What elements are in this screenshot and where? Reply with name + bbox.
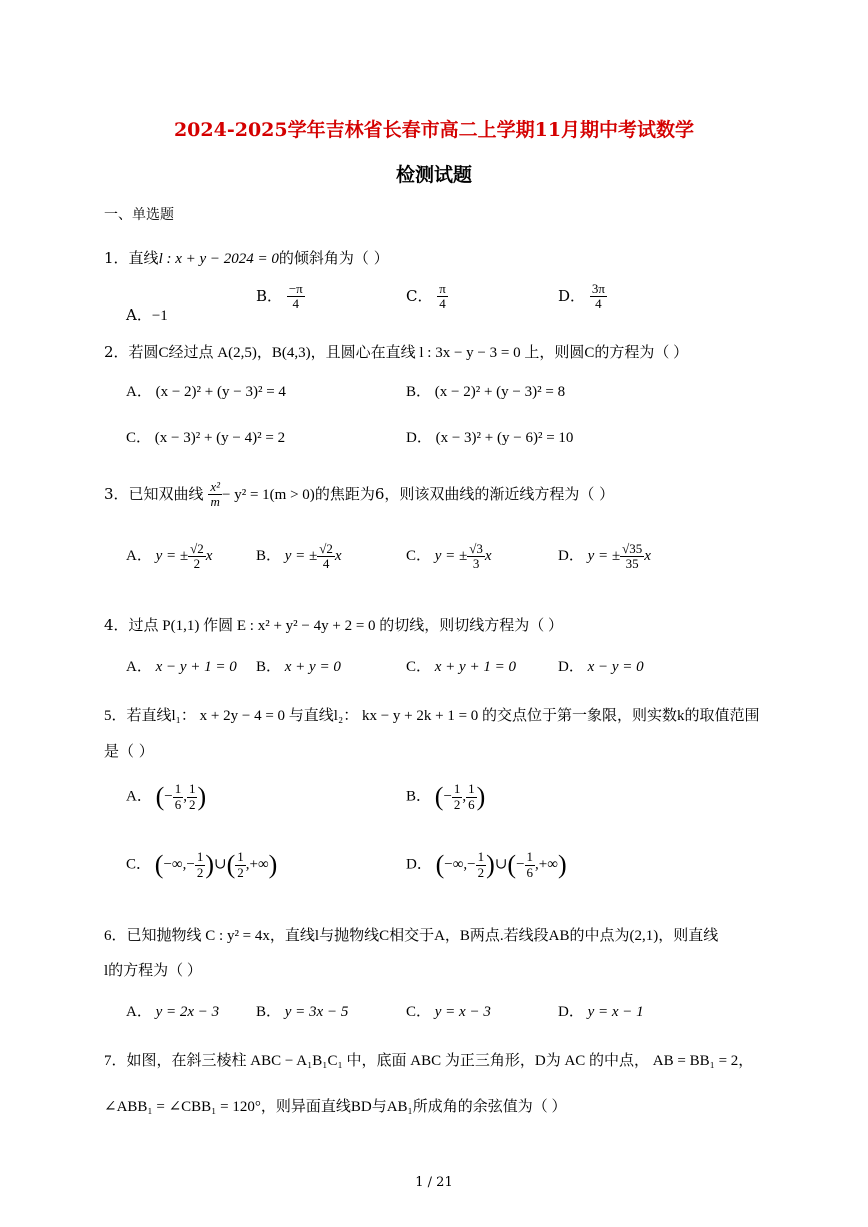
q4-option-c[interactable]: C． x + y + 1 = 0 [406, 659, 516, 675]
q1-option-c[interactable] [406, 282, 448, 312]
section-heading: 一、单选题 [104, 207, 174, 223]
question-number: 1． [104, 249, 129, 267]
q4-option-d[interactable]: D． x − y = 0 [558, 659, 644, 675]
q3-option-b[interactable]: B． y = ± $\frac{√2}{4}$ x [256, 541, 342, 572]
q1-option-b[interactable] [256, 282, 305, 312]
q6-option-d[interactable]: D． y = x − 1 [558, 1004, 644, 1020]
question-1 [104, 247, 389, 268]
question-text: 已知双曲线 [128, 484, 204, 503]
q2-option-a[interactable]: A． (x − 2)² + (y − 3)² = 4 [126, 384, 286, 400]
doc-title-line2: 检测试题 [395, 164, 472, 186]
q3-option-d[interactable]: D． y = ± $\frac{√35}{35}$ x [558, 541, 651, 572]
question-text: 如图，在斜三棱柱 ABC − A₁B₁C₁ 中，底面 ABC 为正三角形，D为 AC 的中点， AB = BB₁ = 2， [126, 1053, 754, 1069]
question-2 [104, 341, 688, 362]
doc-title-line1: 2024-2025学年吉林省长春市高二上学期11月期中考试数学 [173, 119, 695, 141]
q2-option-c[interactable]: C． (x − 3)² + (y − 4)² = 2 [126, 430, 286, 446]
q4-option-a[interactable]: A． x − y + 1 = 0 [126, 659, 237, 675]
question-5 [104, 704, 760, 725]
question-text: 若圆C经过点 A(2,5)，B(4,3)，且圆心在直线 l : 3x − y − 3 = 0 上，则圆C的方程为（ ） [128, 345, 689, 361]
fraction: $\frac{√2}{4}$ [319, 541, 333, 572]
q5-option-a[interactable]: A． (− $\frac{1}{6}$ , $\frac{1}{2}$ ) [126, 781, 207, 812]
question-text: 的焦距为6，则该双曲线的渐近线方程为（ ） [314, 484, 615, 503]
question-3 [104, 480, 614, 510]
fraction: $\frac{√3}{3}$ [469, 541, 483, 572]
question-text: 直线 [128, 249, 159, 267]
q2-option-d[interactable]: D． (x − 3)² + (y − 6)² = 10 [406, 430, 574, 446]
fraction: $\frac{\text{x²}}{m}$ [210, 479, 221, 510]
question-5-cont: 是（ ） [104, 742, 154, 760]
option-label: B． [256, 286, 283, 305]
q3-option-a[interactable]: A． y = ± $\frac{√2}{2}$ x [126, 541, 213, 572]
option-label: D． [558, 286, 586, 305]
option-label: A． [126, 306, 152, 324]
q6-option-c[interactable]: C． y = x − 3 [406, 1004, 491, 1020]
question-6 [104, 924, 718, 945]
question-6-cont: l的方程为（ ） [104, 963, 202, 979]
equation: − y² = 1(m > 0) [222, 486, 315, 503]
fraction: $\frac{-\pi}{4}$ [288, 281, 303, 312]
question-7 [104, 1049, 753, 1070]
q5-option-c[interactable]: C． (−∞,− $\frac{1}{2}$ )∪( $\frac{1}{2}$ ,+∞) [126, 849, 278, 880]
fraction: $\frac{\pi}{4}$ [439, 281, 446, 312]
q5-option-b[interactable]: B． (− $\frac{1}{2}$ , $\frac{1}{6}$ ) [406, 781, 486, 812]
q6-option-a[interactable]: A． y = 2x − 3 [126, 1004, 220, 1020]
question-number: 2． [104, 343, 129, 361]
question-number: 4． [104, 616, 129, 634]
question-text: 过点 P(1,1) 作圆 E : x² + y² − 4y + 2 = 0 的切线，则切线方程为（ ） [128, 618, 564, 634]
fraction: $\frac{√2}{2}$ [190, 541, 204, 572]
question-7-cont: ∠ABB₁ = ∠CBB₁ = 120°，则异面直线BD与AB₁所成角的余弦值为（ ） [104, 1099, 567, 1115]
option-value: −1 [151, 308, 168, 324]
question-number: 6． [104, 928, 127, 944]
q3-option-c[interactable]: C． y = ± $\frac{√3}{3}$ x [406, 541, 492, 572]
page-number: 1 / 21 [415, 1175, 453, 1190]
question-4 [104, 614, 563, 635]
question-number: 3． [104, 484, 129, 503]
q5-option-d[interactable]: D． (−∞,− $\frac{1}{2}$ )∪(− $\frac{1}{6}$ ,+∞) [406, 849, 567, 880]
question-number: 5． [104, 708, 127, 724]
question-number: 7． [104, 1053, 127, 1069]
option-label: C． [406, 286, 433, 305]
q1-option-a[interactable] [126, 304, 168, 325]
q4-option-b[interactable]: B． x + y = 0 [256, 659, 341, 675]
q1-option-d[interactable] [558, 282, 607, 312]
question-text: 的倾斜角为（ ） [278, 249, 389, 267]
q2-option-b[interactable]: B． (x − 2)² + (y − 3)² = 8 [406, 384, 566, 400]
fraction: $\frac{3\pi}{4}$ [591, 281, 605, 312]
question-text: 若直线l₁： x + 2y − 4 = 0 与直线l₂： kx − y + 2k + 1 = 0 的交点位于第一象限，则实数k的取值范围 [126, 708, 760, 724]
fraction: $\frac{√35}{35}$ [622, 541, 643, 572]
question-text: 已知抛物线 C : y² = 4x，直线l与抛物线C相交于A，B两点.若线段AB的中点为(2,1)，则直线 [126, 928, 719, 944]
equation: l : x + y − 2024 = 0 [158, 251, 279, 267]
q6-option-b[interactable]: B． y = 3x − 5 [256, 1004, 349, 1020]
